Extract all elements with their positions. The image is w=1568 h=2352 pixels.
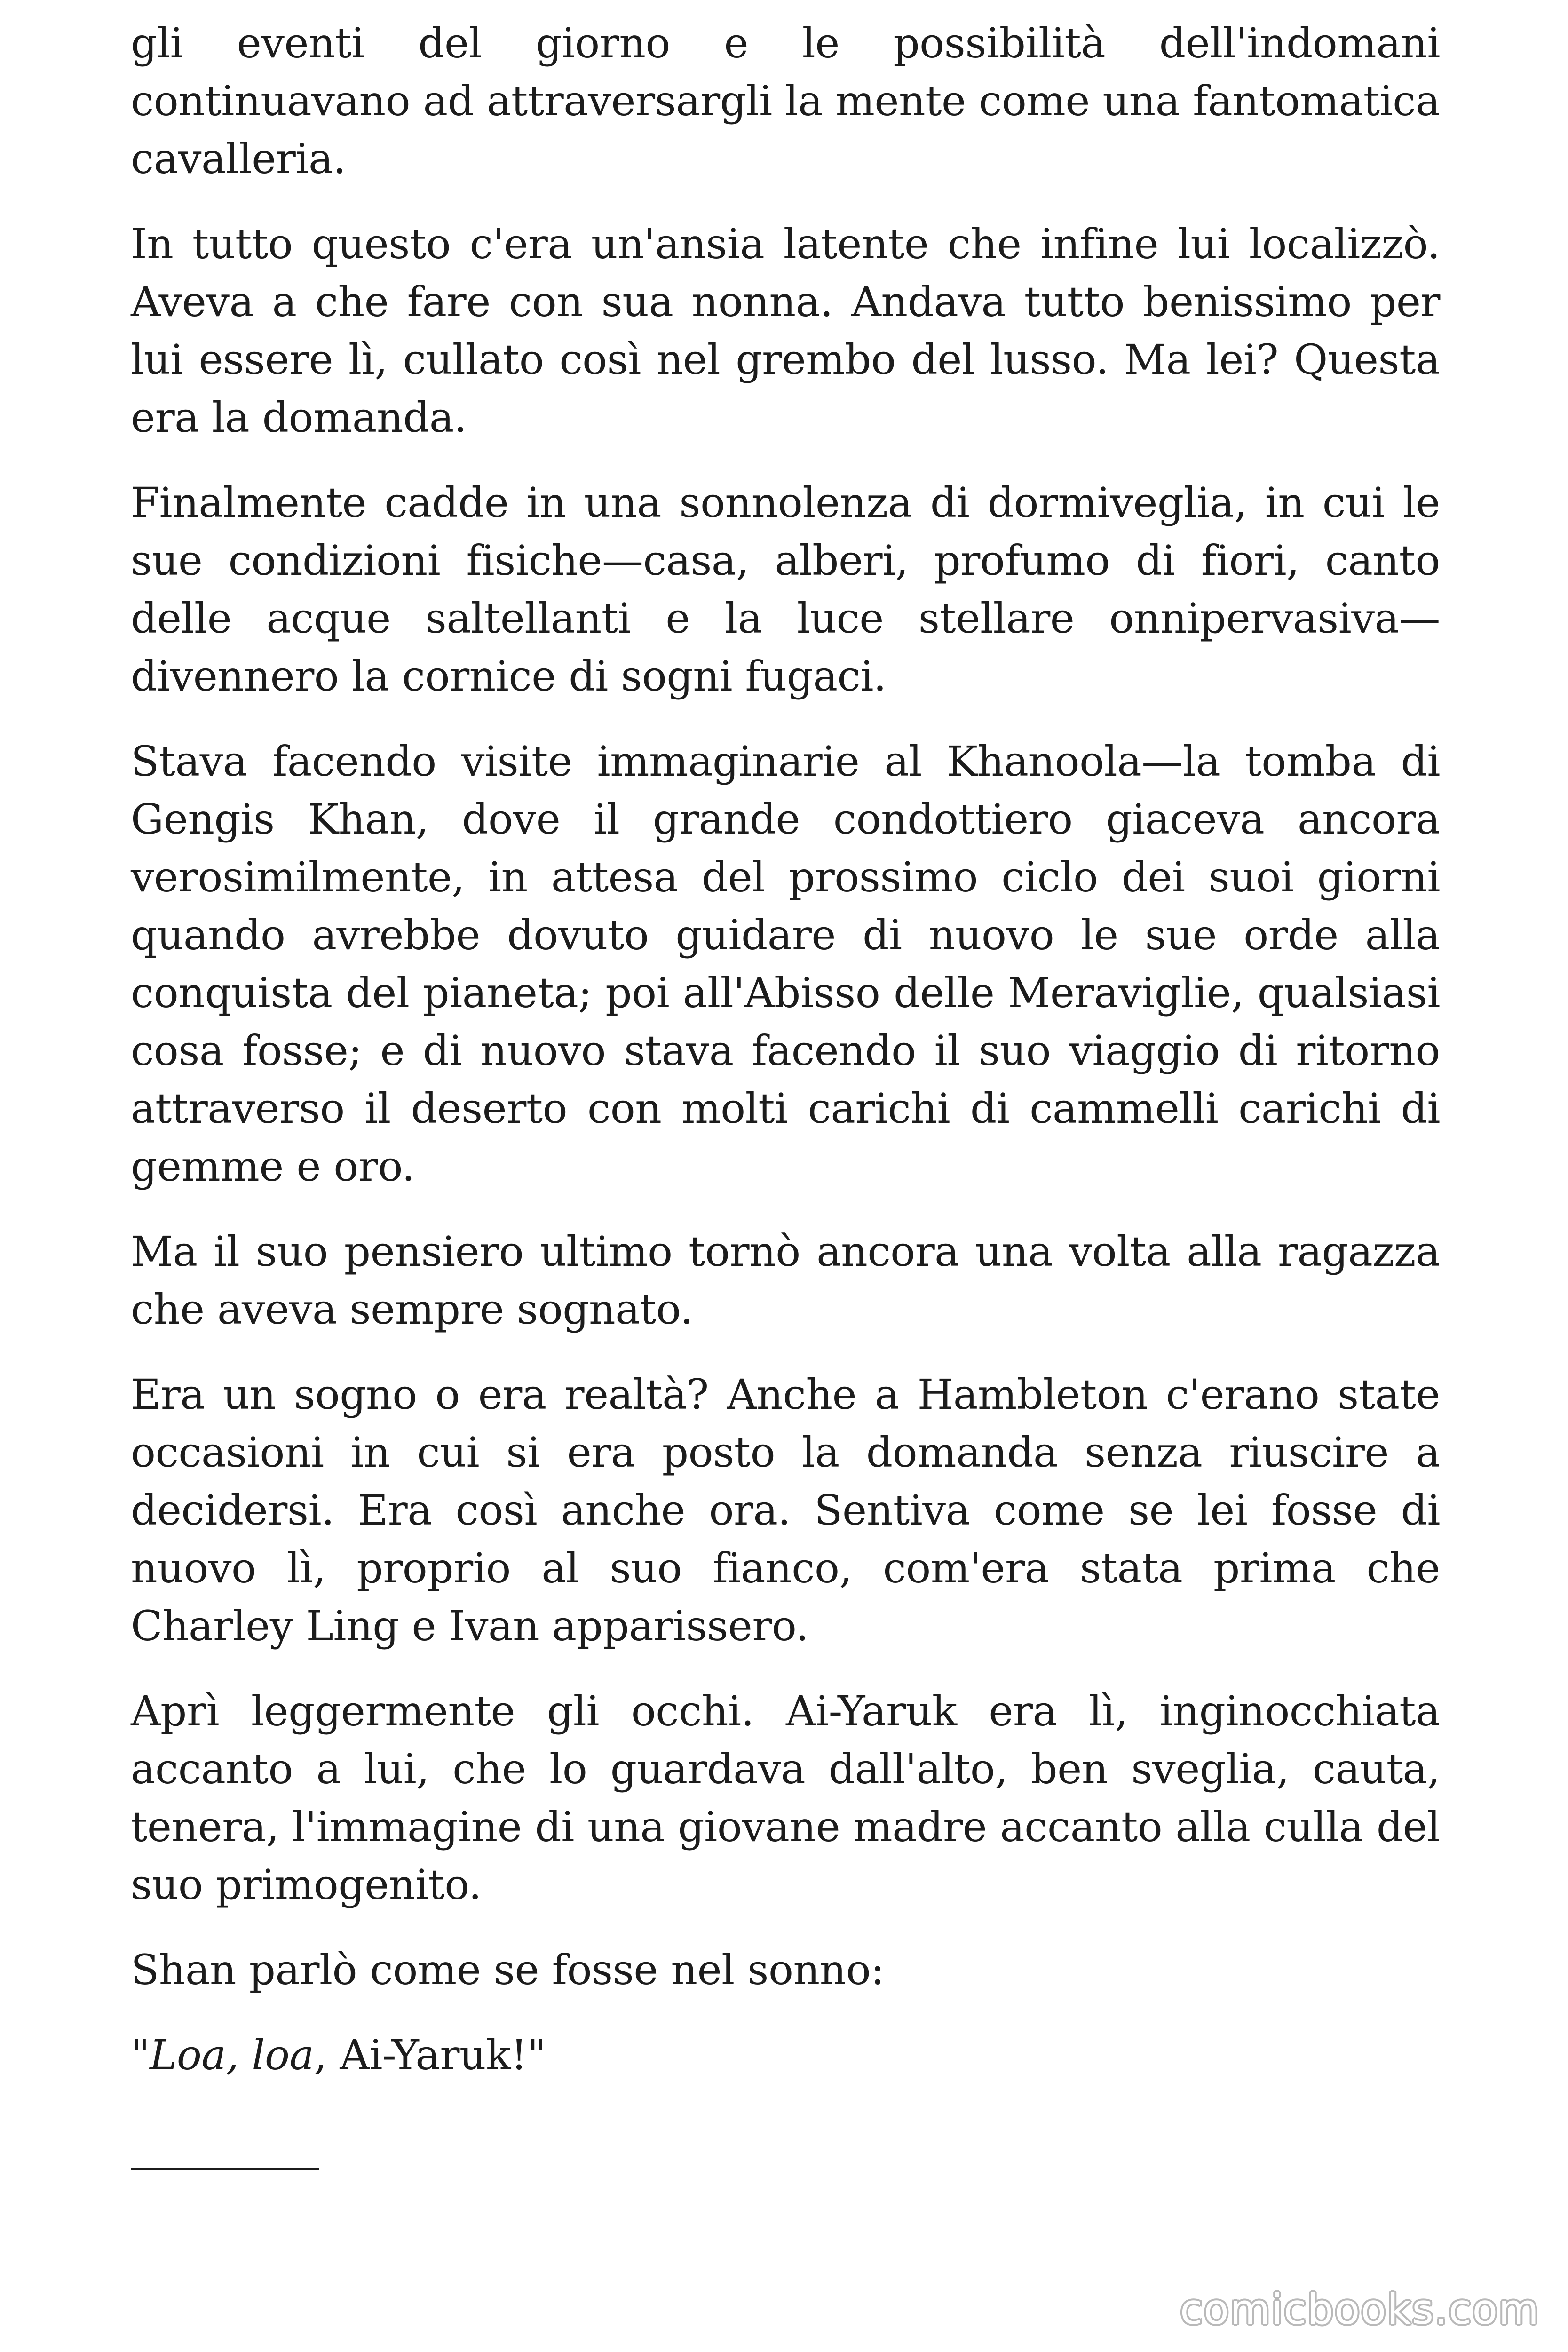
quote-italic-text: Loa, loa	[149, 2031, 314, 2079]
quote-rest-text: , Ai-Yaruk!"	[314, 2031, 546, 2079]
paragraph-3: Finalmente cadde in una sonnolenza di dormiveglia, in cui le sue condizioni fisiche—casa, alberi, profumo di fiori, canto delle acque saltellanti e la luce stellare onnipervasiva—divennero la cornice di sogni fugaci.	[131, 478, 1440, 700]
page-text	[131, 14, 1440, 2111]
paragraph-2: In tutto questo c'era un'ansia latente che infine lui localizzò. Aveva a che fare con sua nonna. Andava tutto benissimo per lui essere lì, cullato così nel grembo del lusso. Ma lei? Questa era la domanda.	[131, 220, 1440, 442]
paragraph-7: Aprì leggermente gli occhi. Ai-Yaruk era lì, inginocchiata accanto a lui, che lo guardava dall'alto, ben sveglia, cauta, tenera, l'immagine di una giovane madre accanto alla culla del suo primogenito.	[131, 1687, 1440, 1909]
paragraph-5: Ma il suo pensiero ultimo tornò ancora una volta alla ragazza che aveva sempre sognato.	[131, 1227, 1440, 1334]
paragraph-1: gli eventi del giorno e le possibilità dell'indomani continuavano ad attraversargli la mente come una fantomatica cavalleria.	[131, 19, 1440, 183]
paragraph-8: Shan parlò come se fosse nel sonno:	[131, 1946, 885, 1994]
paragraph-4: Stava facendo visite immaginarie al Khanoola—la tomba di Gengis Khan, dove il grande condottiero giaceva ancora verosimilmente, in attesa del prossimo ciclo dei suoi giorni quando avrebbe dovuto guidare di nuovo le sue orde alla conquista del pianeta; poi all'Abisso delle Meraviglie, qualsiasi cosa fosse; e di nuovo stava facendo il suo viaggio di ritorno attraverso il deserto con molti carichi di cammelli carichi di gemme e oro.	[131, 737, 1440, 1191]
quote-open-mark: "	[131, 2031, 150, 2079]
dialogue-quote	[131, 2026, 1440, 2084]
watermark-logo: comicbooks.com	[1180, 2285, 1540, 2334]
paragraph-6: Era un sogno o era realtà? Anche a Hambleton c'erano state occasioni in cui si era posto la domanda senza riuscire a decidersi. Era così anche ora. Sentiva come se lei fosse di nuovo lì, proprio al suo fianco, com'era stata prima che Charley Ling e Ivan apparissero.	[131, 1370, 1440, 1650]
section-divider-rule	[131, 2168, 319, 2170]
